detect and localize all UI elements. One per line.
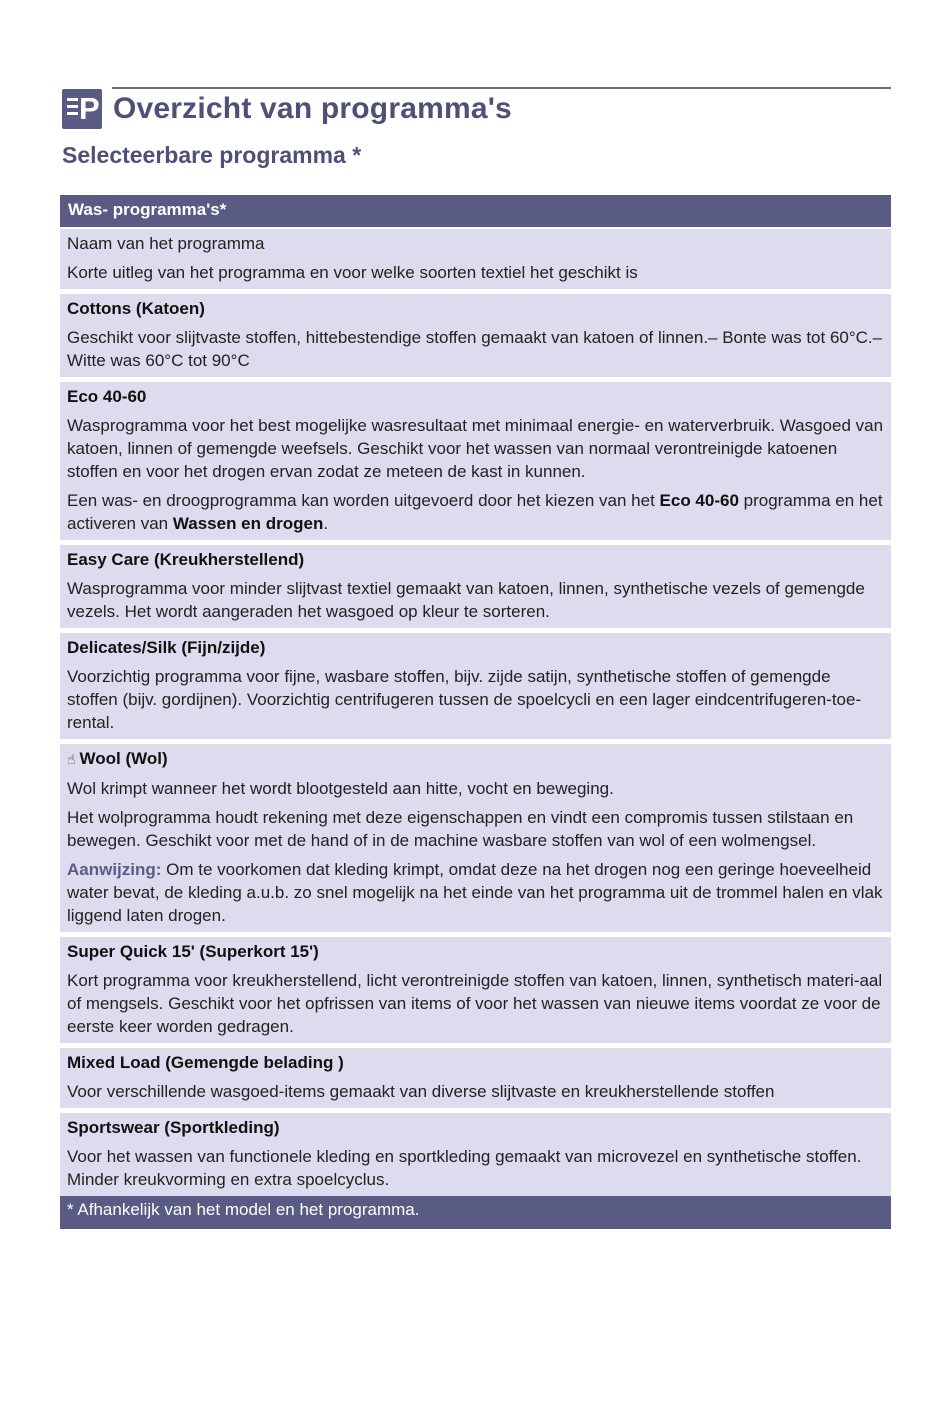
program-row-cottons xyxy=(60,294,891,377)
table-footer-note: * Afhankelijk van het model en het programma. xyxy=(60,1196,891,1229)
table-header: Was- programma's* xyxy=(60,195,891,227)
icon-letter: P xyxy=(79,91,100,126)
program-table xyxy=(60,195,891,1229)
program-row-mixed-load xyxy=(60,1048,891,1108)
program-hint xyxy=(67,858,884,927)
page-title: Overzicht van programma's xyxy=(113,92,512,125)
program-name: Eco 40-60 xyxy=(67,387,147,406)
program-desc: Wasprogramma voor het best mogelijke wasresultaat met minimaal energie- en waterverbruik. Wasgoed van katoen, linnen of gemengde weefsels. Geschikt voor het wassen van normaal verontreinigde katoenen stoffen en voor het drogen ervan zodat ze meteen de kast in kunnen. xyxy=(67,416,884,481)
program-desc: Voor het wassen van functionele kleding en sportkleding gemaakt van microvezel en synthetische stoffen. Minder kreukvorming en extra spoelcyclus. xyxy=(67,1147,862,1189)
hint-text: Om te voorkomen dat kleding krimpt, omdat deze na het drogen nog een geringe hoeveelheid water bevat, de kleding a.u.b. zo snel mogelijk na het einde van het programma uit de trommel halen en vlak liggend laten drogen. xyxy=(67,860,883,925)
program-overview-icon xyxy=(62,89,102,129)
program-name: Cottons (Katoen) xyxy=(67,299,205,318)
header-rule xyxy=(112,87,891,89)
hint-label: Aanwijzing: xyxy=(67,860,162,879)
program-desc-extra: Een was- en droogprogramma kan worden uitgevoerd door het kiezen van het Eco 40-60 programma en het activeren van Wassen en drogen. xyxy=(67,491,883,533)
program-name: Super Quick 15' (Superkort 15') xyxy=(67,942,319,961)
program-name: Easy Care (Kreukherstellend) xyxy=(67,550,305,569)
program-row-easy-care xyxy=(60,545,891,628)
program-desc: Wasprogramma voor minder slijtvast textiel gemaakt van katoen, linnen, synthetische vezels of gemengde vezels. Het wordt aangeraden het wasgoed op kleur te sorteren. xyxy=(67,579,865,621)
program-desc: Voor verschillende wasgoed-items gemaakt van diverse slijtvaste en kreukherstellende stoffen xyxy=(67,1082,775,1101)
program-desc: Wol krimpt wanneer het wordt blootgesteld aan hitte, vocht en beweging. xyxy=(67,779,614,798)
hand-wash-icon: ☝ xyxy=(67,751,76,767)
program-row-super-quick xyxy=(60,937,891,1043)
program-desc: Kort programma voor kreukherstellend, licht verontreinigde stoffen van katoen, linnen, synthetisch materi-aal of mengsels. Geschikt voor het opfrissen van items of voor het wassen van nieuwe items voordat ze voor de eerste keer worden gedragen. xyxy=(67,971,883,1036)
program-name: Mixed Load (Gemengde belading ) xyxy=(67,1053,344,1072)
program-row-eco xyxy=(60,382,891,540)
program-name-wrapper xyxy=(67,747,884,771)
program-desc: Geschikt voor slijtvaste stoffen, hittebestendige stoffen gemaakt van katoen of linnen.– Bonte was tot 60°C.– Witte was 60°C tot 90°C xyxy=(67,328,883,370)
legend-row xyxy=(60,227,891,289)
program-name: Delicates/Silk (Fijn/zijde) xyxy=(67,638,266,657)
program-row-delicates xyxy=(60,633,891,739)
program-desc: Voorzichtig programma voor fijne, wasbare stoffen, bijv. zijde satijn, synthetische stoffen of gemengde stoffen (bijv. gordijnen). Voorzichtig centrifugeren tussen de spoelcycli en een lager eindcentrifugeren-toe-rental. xyxy=(67,667,862,732)
legend-desc-label: Korte uitleg van het programma en voor welke soorten textiel het geschikt is xyxy=(67,263,638,282)
program-row-wool xyxy=(60,744,891,932)
program-row-sportswear xyxy=(60,1113,891,1196)
page-subtitle: Selecteerbare programma * xyxy=(62,142,362,168)
program-name: Wool (Wol) xyxy=(79,749,168,768)
program-name: Sportswear (Sportkleding) xyxy=(67,1118,280,1137)
program-desc-extra: Het wolprogramma houdt rekening met deze eigenschappen en vindt een compromis tussen stilstaan en bewegen. Geschikt voor met de hand of in de machine wasbare stoffen van wol of een wolmengsel. xyxy=(67,808,854,850)
legend-name-label: Naam van het programma xyxy=(67,234,265,253)
